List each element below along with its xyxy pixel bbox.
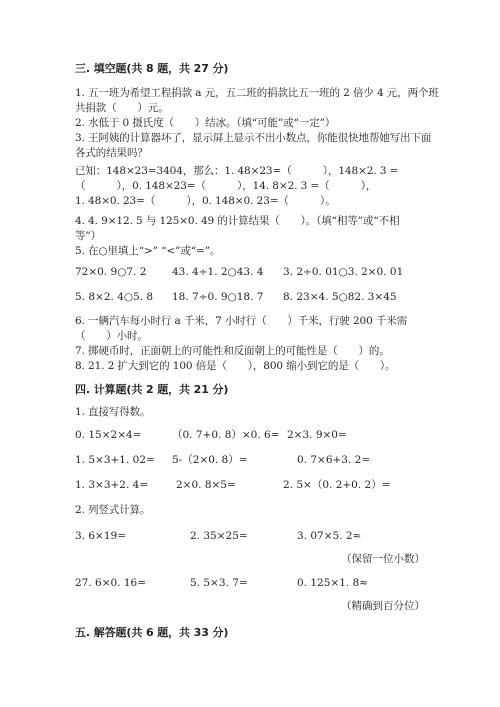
compare-item: 18. 7÷0. 9○18. 7 [172, 291, 264, 303]
direct-item: 2×3. 9×0= [287, 429, 347, 441]
question-6-line-1: 6. 一辆汽车每小时行 a 千米，7 小时行（ ）千米，行驶 200 千米需 [75, 315, 408, 327]
question-3-line-1: 3. 王阿姨的计算器坏了，显示屏上显示不出小数点，你能很快地帮她写出下面 [75, 132, 432, 144]
vertical-item: 3. 07×5. 2≈ [297, 530, 362, 542]
direct-item: 1. 5×3+1. 02= [75, 454, 155, 466]
direct-item: 2. 5×（0. 2+0. 2）= [283, 479, 391, 491]
direct-item: 0. 15×2×4= [75, 429, 142, 441]
compare-item: 8. 23×4. 5○82. 3×45 [283, 291, 397, 303]
part-2-vertical-calc: 2. 列竖式计算。 [75, 504, 151, 516]
vertical-item: 3. 6×19= [75, 530, 126, 542]
question-7: 7. 掷硬币时，正面朝上的可能性和反面朝上的可能性是（ ）的。 [75, 345, 390, 357]
direct-item: 0. 7×6+3. 2= [297, 454, 371, 466]
section-heading-calculation: 四. 计算题(共 2 题，共 21 分) [75, 383, 229, 396]
compare-item: 5. 8×2. 4○5. 8 [75, 291, 154, 303]
question-4-line-2: 等”） [75, 230, 102, 242]
direct-item: 1. 3×3+2. 4= [75, 479, 149, 491]
vertical-item: 5. 5×3. 7= [190, 577, 248, 589]
known-line-3: 1. 48×0. 23=（ ），0. 148×0. 23=（ ）。 [75, 195, 336, 207]
section-heading-word-problems: 五. 解答题(共 6 题，共 33 分) [75, 626, 229, 639]
question-5: 5. 在○里填上“>” “<”或“=”。 [75, 245, 221, 257]
known-line-2: （ ），0. 148×23=（ ），14. 8×2. 3 =（ ）， [75, 180, 377, 192]
question-1-line-2: 共捐款（ ）元。 [75, 102, 169, 114]
question-6-line-2: （ ）小时。 [75, 330, 148, 342]
section-heading-fill-in: 三. 填空题(共 8 题，共 27 分) [75, 62, 229, 75]
part-1-direct-answer: 1. 直接写得数。 [75, 406, 151, 418]
vertical-item: 27. 6×0. 16= [75, 577, 147, 589]
question-4-line-1: 4. 4. 9×12. 5 与 125×0. 49 的计算结果（ ）。（填“相等”或“不相 [75, 215, 400, 227]
vertical-item: 2. 35×25= [190, 530, 248, 542]
question-8: 8. 21. 2 扩大到它的 100 倍是（ ），800 缩小到它的是（ ）。 [75, 360, 396, 372]
known-line-1: 已知：148×23=3404，那么：1. 48×23=（ ），148×2. 3 = [75, 165, 399, 177]
compare-item: 43. 4÷1. 2○43. 4 [172, 266, 264, 278]
rounding-note: （保留一位小数） [341, 553, 425, 565]
direct-item: 2×0. 8×5= [176, 479, 236, 491]
direct-item: 5-（2×0. 8）= [172, 454, 248, 466]
question-1-line-1: 1. 五一班为希望工程捐款 a 元，五二班的捐款比五一班的 2 倍少 4 元，两个班 [75, 87, 439, 99]
direct-item: （0. 7+0. 8）×0. 6= [172, 429, 280, 441]
compare-item: 3. 2÷0. 01○3. 2×0. 01 [283, 266, 404, 278]
question-3-line-2: 各式的结果吗？ [75, 147, 148, 159]
rounding-note: （精确到百分位） [341, 600, 425, 612]
compare-item: 72×0. 9○7. 2 [75, 266, 147, 278]
question-2: 2. 水低于 0 摄氏度（ ）结冰。（填“可能”或“一定”） [75, 117, 336, 129]
vertical-item: 0. 125×1. 8≈ [297, 577, 369, 589]
